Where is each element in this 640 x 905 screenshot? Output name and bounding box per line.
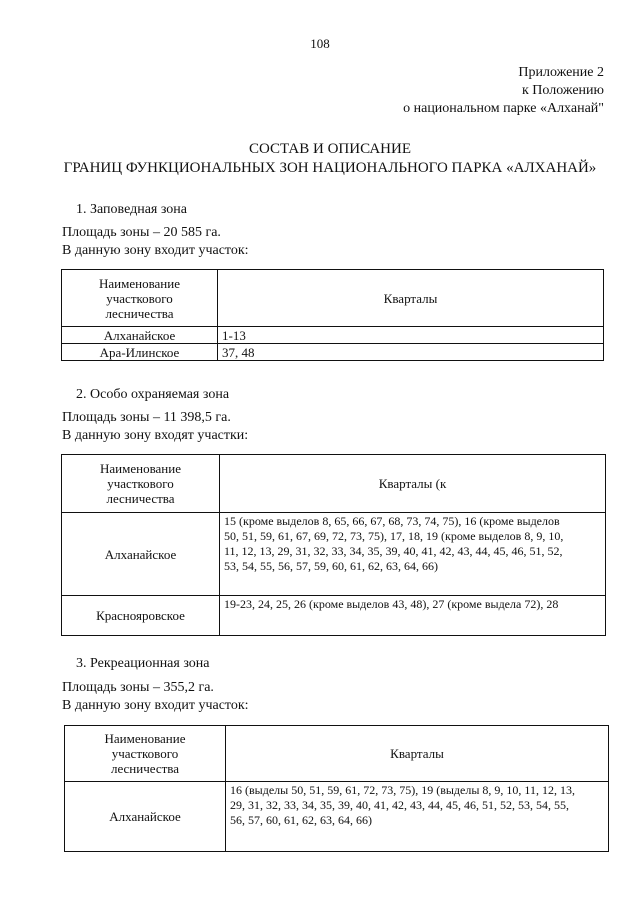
header-forestry: Наименование участкового лесничества (62, 270, 218, 327)
zone-3-intro: В данную зону входит участок: (62, 698, 249, 713)
table-row (62, 513, 606, 596)
forestry-cell: Краснояровское (62, 596, 220, 636)
zone-2-heading: 2. Особо охраняемая зона (76, 387, 230, 402)
table-header-row (62, 270, 604, 327)
header-quarters: Кварталы (218, 270, 604, 327)
table-header-row (65, 726, 609, 782)
zone-2-area: Площадь зоны – 11 398,5 га. (62, 410, 231, 425)
table-header-row (62, 455, 606, 513)
quarters-cell: 15 (кроме выделов 8, 65, 66, 67, 68, 73, 74, 75), 16 (кроме выделов 50, 51, 59, 61, 67, 69, 72, 73, 75), 17, 18, 19 (кроме выделов 8, 9, 10, 11, 12, 13, 29, 31, 32, 33, 34, 35, 39, 40, 41, 42, 43, 44, 45, 46, 51, 52, 53, 54, 55, 56, 57, 59, 60, 61, 62, 63, 64, 66) (220, 513, 606, 596)
annex-line-2: к Положению (521, 83, 604, 98)
table-row (62, 344, 604, 361)
document-title-line-2: ГРАНИЦ ФУНКЦИОНАЛЬНЫХ ЗОН НАЦИОНАЛЬНОГО ПАРКА «АЛХАНАЙ» (63, 160, 597, 176)
quarters-cell: 37, 48 (218, 344, 604, 361)
zone-1-heading: 1. Заповедная зона (76, 202, 188, 217)
forestry-cell: Алханайское (62, 513, 220, 596)
header-forestry: Наименование участкового лесничества (62, 455, 220, 513)
header-quarters: Кварталы (к (220, 455, 606, 513)
quarters-cell: 1-13 (218, 327, 604, 344)
table-row (62, 327, 604, 344)
annex-line-1: Приложение 2 (518, 65, 604, 80)
quarters-cell: 19-23, 24, 25, 26 (кроме выделов 43, 48), 27 (кроме выдела 72), 28 (220, 596, 606, 636)
zone-2-table (61, 454, 606, 636)
forestry-cell: Алханайское (65, 782, 226, 852)
zone-1-area: Площадь зоны – 20 585 га. (62, 225, 221, 240)
zone-3-area: Площадь зоны – 355,2 га. (62, 680, 214, 695)
zone-1-table (61, 269, 604, 361)
header-quarters: Кварталы (226, 726, 609, 782)
zone-3-table (64, 725, 609, 852)
zone-3-heading: 3. Рекреационная зона (76, 656, 210, 671)
header-forestry: Наименование участкового лесничества (65, 726, 226, 782)
page-number: 108 (310, 36, 330, 51)
table-row (62, 596, 606, 636)
table-row (65, 782, 609, 852)
forestry-cell: Ара-Илинское (62, 344, 218, 361)
forestry-cell: Алханайское (62, 327, 218, 344)
zone-2-intro: В данную зону входят участки: (62, 428, 249, 443)
document-title-line-1: СОСТАВ И ОПИСАНИЕ (248, 141, 412, 157)
quarters-cell: 16 (выделы 50, 51, 59, 61, 72, 73, 75), 19 (выделы 8, 9, 10, 11, 12, 13, 29, 31, 32, 33, 34, 35, 39, 40, 41, 42, 43, 44, 45, 46, 51, 52, 53, 54, 55, 56, 57, 60, 61, 62, 63, 64, 66) (226, 782, 609, 852)
annex-line-3: о национальном парке «Алханай" (403, 101, 604, 116)
zone-1-intro: В данную зону входит участок: (62, 243, 249, 258)
